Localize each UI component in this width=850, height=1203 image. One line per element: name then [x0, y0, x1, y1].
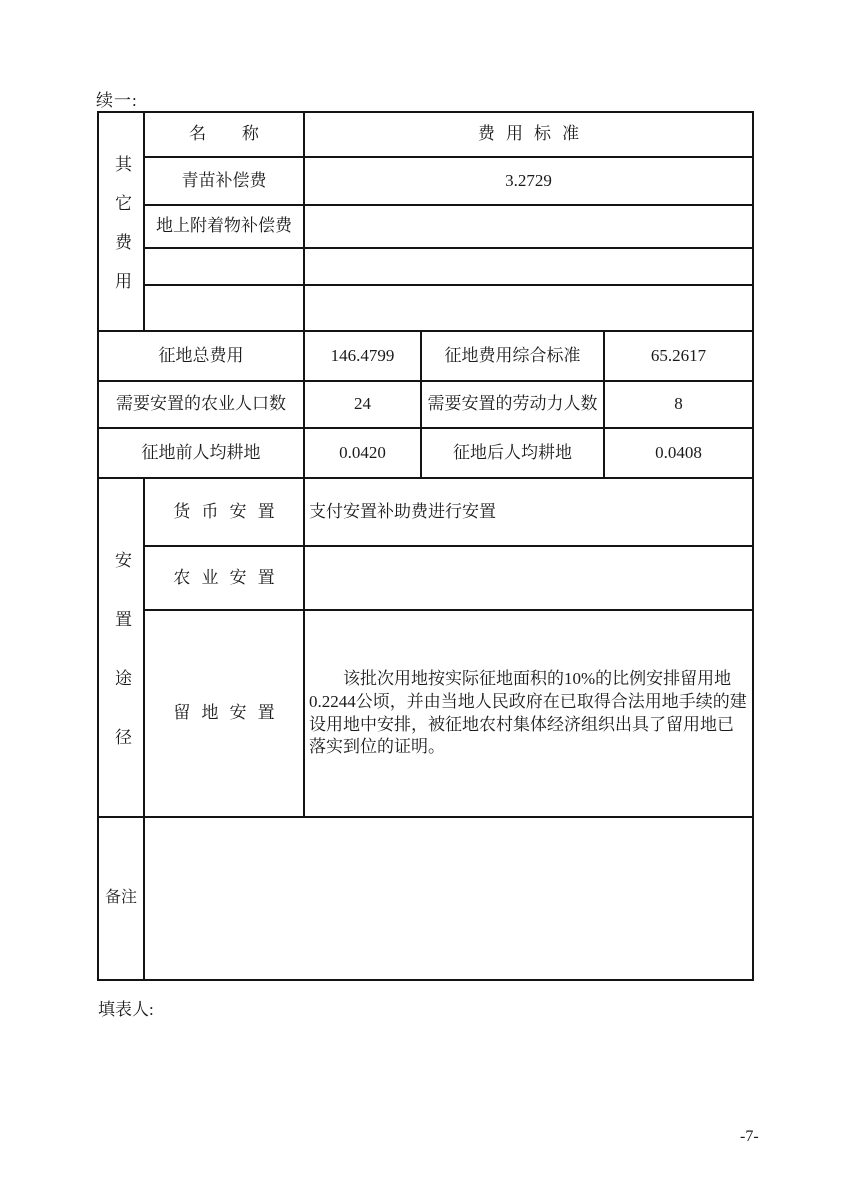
comprehensive-standard-label: 征地费用综合标准 — [422, 332, 605, 382]
other-fees-section-cell — [99, 113, 145, 332]
resettlement-section-label: 安置途径 — [112, 550, 132, 787]
resettlement-section-cell — [99, 479, 145, 818]
agricultural-resettlement-label: 农业安置 — [145, 547, 305, 611]
reserved-land-paragraph: 该批次用地按实际征地面积的10%的比例安排留用地0.2244公顷，并由当地人民政府在已取得合法用地手续的建设用地中安排，被征地农村集体经济组织出具了留用地已落实到位的证明。 — [309, 668, 747, 757]
other-fees-section-label: 其它费用 — [112, 154, 132, 311]
empty-fee-value — [305, 249, 752, 286]
ground-attachment-fee-value — [305, 206, 752, 249]
comprehensive-standard-value: 65.2617 — [605, 332, 752, 382]
reserved-land-resettlement-label: 留地安置 — [145, 611, 305, 818]
labor-force-value: 8 — [605, 382, 752, 429]
agricultural-resettlement-content — [305, 547, 752, 611]
remarks-content — [145, 818, 752, 979]
green-crop-fee-label: 青苗补偿费 — [145, 158, 305, 206]
ground-attachment-fee-label: 地上附着物补偿费 — [145, 206, 305, 249]
farmland-before-label: 征地前人均耕地 — [99, 429, 305, 479]
empty-fee-label — [145, 286, 305, 332]
farmland-after-value: 0.0408 — [605, 429, 752, 479]
total-cost-label: 征地总费用 — [99, 332, 305, 382]
empty-fee-value — [305, 286, 752, 332]
fee-standard-column-header: 费用标准 — [305, 113, 752, 158]
page-number: -7- — [740, 1128, 759, 1145]
farmland-before-value: 0.0420 — [305, 429, 422, 479]
form-filler-label: 填表人: — [98, 1000, 154, 1019]
empty-fee-label — [145, 249, 305, 286]
agricultural-population-label: 需要安置的农业人口数 — [99, 382, 305, 429]
monetary-resettlement-label: 货币安置 — [145, 479, 305, 547]
green-crop-fee-value: 3.2729 — [305, 158, 752, 206]
reserved-land-resettlement-content — [305, 611, 752, 818]
farmland-after-label: 征地后人均耕地 — [422, 429, 605, 479]
remarks-label: 备注 — [99, 818, 145, 979]
land-expropriation-form-table — [97, 111, 754, 981]
monetary-resettlement-content: 支付安置补助费进行安置 — [305, 479, 752, 547]
continuation-label: 续一: — [96, 91, 138, 110]
agricultural-population-value: 24 — [305, 382, 422, 429]
total-cost-value: 146.4799 — [305, 332, 422, 382]
name-column-header: 名称 — [145, 113, 305, 158]
labor-force-label: 需要安置的劳动力人数 — [422, 382, 605, 429]
